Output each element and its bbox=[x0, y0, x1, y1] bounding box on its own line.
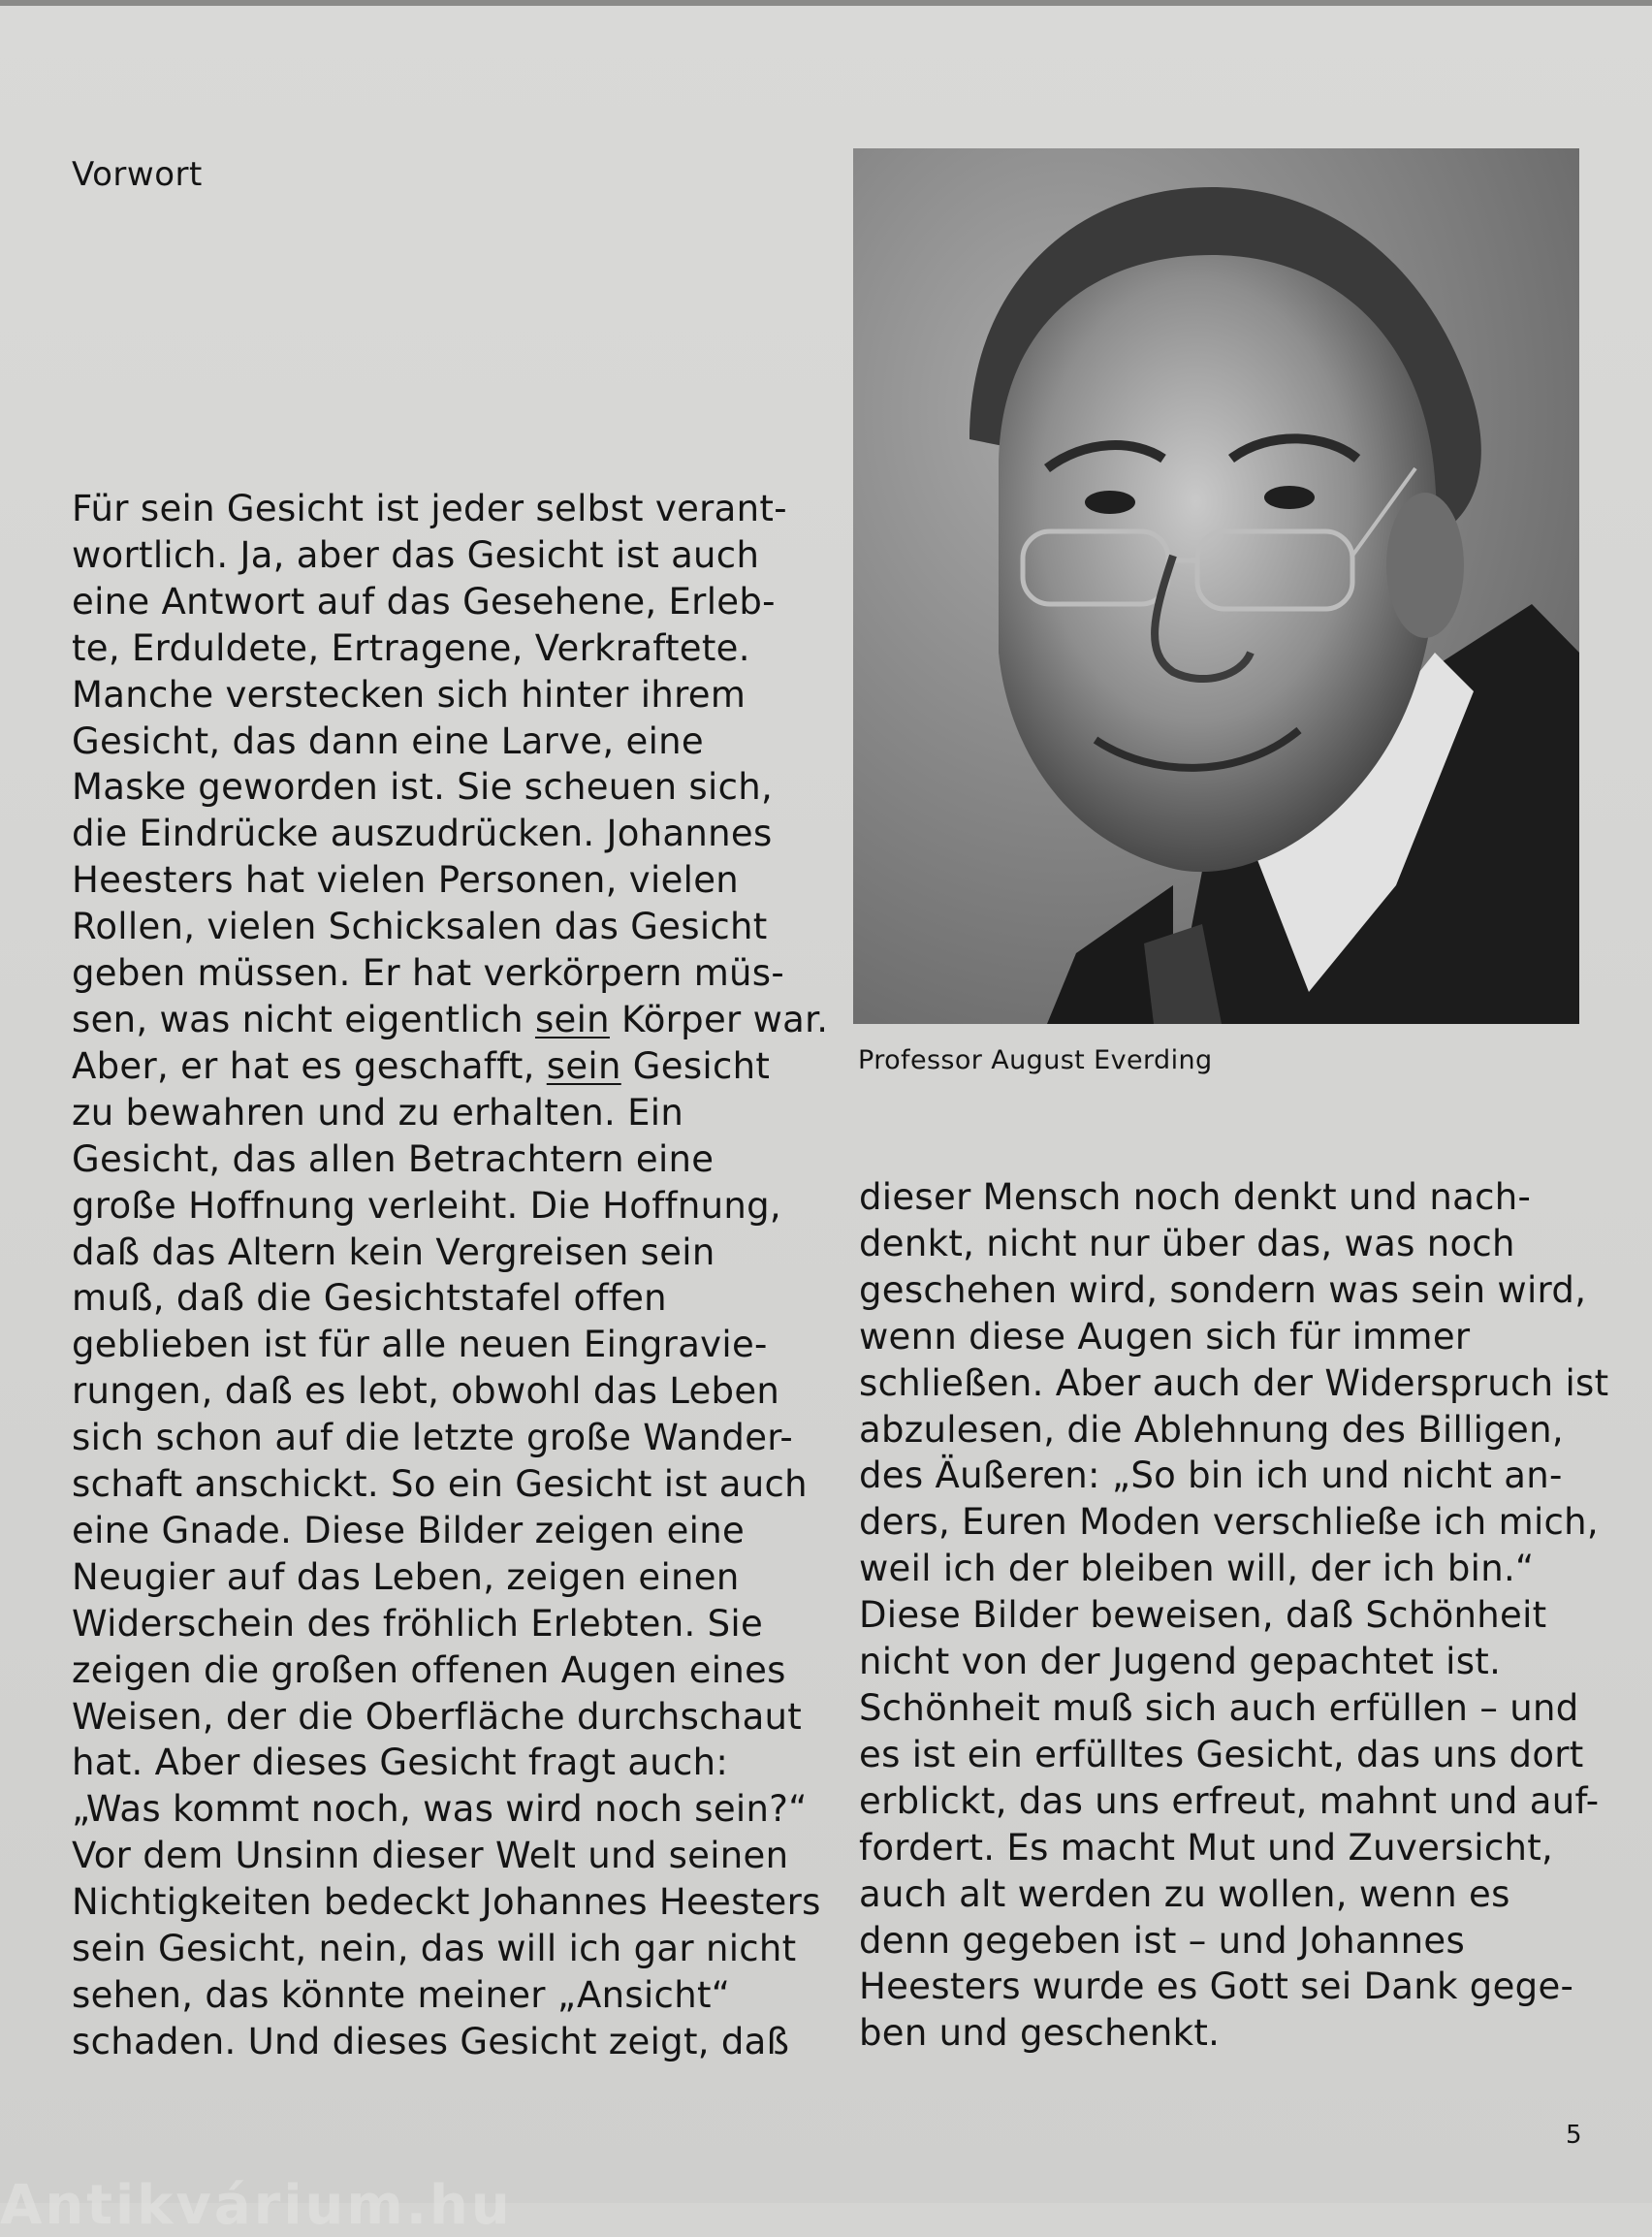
text-line: es ist ein erfülltes Gesicht, das uns dort bbox=[859, 1733, 1584, 1775]
text-segment: geblieben ist für alle neuen Eingravie- bbox=[72, 1324, 768, 1366]
text-line: dieser Mensch noch denkt und nach- bbox=[859, 1176, 1532, 1218]
text-line bbox=[72, 904, 809, 950]
text-segment: rungen, daß es lebt, obwohl das Leben bbox=[72, 1370, 780, 1413]
text-line bbox=[72, 719, 809, 765]
text-line bbox=[72, 1043, 809, 1090]
text-segment: Manche verstecken sich hinter ihrem bbox=[72, 673, 747, 716]
text-line bbox=[72, 1786, 809, 1833]
text-segment: hat. Aber dieses Gesicht fragt auch: bbox=[72, 1742, 729, 1784]
text-line: weil ich der bleiben will, der ich bin.“ bbox=[859, 1548, 1535, 1590]
text-line bbox=[72, 1554, 809, 1601]
text-segment: Rollen, vielen Schicksalen das Gesicht bbox=[72, 906, 768, 948]
text-line bbox=[72, 579, 809, 625]
text-segment: Gesicht bbox=[620, 1044, 771, 1087]
text-line: Diese Bilder beweisen, daß Schönheit bbox=[859, 1594, 1547, 1637]
text-line: schließen. Aber auch der Widerspruch ist bbox=[859, 1361, 1609, 1404]
text-line: des Äußeren: „So bin ich und nicht an- bbox=[859, 1454, 1563, 1497]
text-line: Heesters wurde es Gott sei Dank gege- bbox=[859, 1965, 1574, 2008]
text-segment: eine Antwort auf das Gesehene, Erleb- bbox=[72, 580, 776, 623]
text-segment: zu bewahren und zu erhalten. Ein bbox=[72, 1091, 684, 1134]
text-line bbox=[72, 1879, 821, 1926]
text-segment: Widerschein des fröhlich Erlebten. Sie bbox=[72, 1602, 764, 1645]
text-line bbox=[72, 1415, 809, 1461]
text-line bbox=[72, 764, 809, 811]
text-line bbox=[72, 1136, 809, 1183]
text-segment: Für sein Gesicht ist jeder selbst verant- bbox=[72, 488, 787, 529]
text-segment: sein Gesicht, nein, das will ich gar nicht bbox=[72, 1928, 797, 1970]
text-line bbox=[72, 1461, 809, 1508]
text-segment: schaden. Und dieses Gesicht zeigt, daß bbox=[72, 2020, 790, 2062]
text-segment: Nichtigkeiten bedeckt Johannes Heesters bbox=[72, 1881, 821, 1924]
watermark: Antikvárium.hu bbox=[0, 2174, 513, 2237]
page-top-edge bbox=[0, 0, 1652, 6]
text-line bbox=[72, 1740, 809, 1786]
text-line bbox=[72, 811, 809, 857]
text-line bbox=[72, 486, 809, 532]
text-line bbox=[72, 1368, 809, 1415]
page-heading: Vorwort bbox=[72, 155, 203, 194]
text-line: auch alt werden zu wollen, wenn es bbox=[859, 1872, 1510, 1915]
text-line bbox=[72, 1972, 809, 2019]
text-segment: Gesicht, das dann eine Larve, eine bbox=[72, 719, 704, 762]
underlined-word: sein bbox=[546, 1044, 621, 1087]
text-line bbox=[72, 625, 809, 672]
text-line bbox=[72, 1275, 809, 1322]
text-segment: te, Erduldete, Ertragene, Verkraftete. bbox=[72, 626, 750, 669]
text-segment: geben müssen. Er hat verkörpern müs- bbox=[72, 952, 785, 995]
text-line bbox=[72, 857, 809, 904]
text-line: denn gegeben ist – und Johannes bbox=[859, 1919, 1466, 1962]
text-segment: sich schon auf die letzte große Wander- bbox=[72, 1417, 794, 1459]
text-segment: Neugier auf das Leben, zeigen einen bbox=[72, 1555, 740, 1598]
page-number: 5 bbox=[1566, 2121, 1582, 2150]
text-segment: „Was kommt noch, was wird noch sein?“ bbox=[72, 1788, 808, 1831]
text-line bbox=[72, 950, 809, 997]
text-segment: Körper war. bbox=[609, 998, 829, 1040]
text-line: denkt, nicht nur über das, was noch bbox=[859, 1222, 1515, 1264]
text-line bbox=[72, 1090, 809, 1136]
text-line bbox=[72, 1694, 809, 1741]
text-line: nicht von der Jugend gepachtet ist. bbox=[859, 1641, 1502, 1683]
text-segment: wortlich. Ja, aber das Gesicht ist auch bbox=[72, 533, 760, 576]
text-line: ben und geschenkt. bbox=[859, 2012, 1221, 2055]
text-line bbox=[72, 672, 809, 719]
text-line bbox=[72, 2019, 809, 2065]
text-line bbox=[72, 1183, 809, 1230]
text-line: Schönheit muß sich auch erfüllen – und bbox=[859, 1686, 1579, 1729]
underlined-word: sein bbox=[534, 998, 610, 1040]
text-segment: sehen, das könnte meiner „Ansicht“ bbox=[72, 1974, 731, 2016]
text-line bbox=[72, 1926, 809, 1972]
text-line: ders, Euren Moden verschließe ich mich, bbox=[859, 1501, 1599, 1544]
text-line: wenn diese Augen sich für immer bbox=[859, 1315, 1471, 1358]
text-segment: Maske geworden ist. Sie scheuen sich, bbox=[72, 766, 774, 809]
text-segment: Gesicht, das allen Betrachtern eine bbox=[72, 1137, 715, 1180]
text-line bbox=[72, 1508, 809, 1554]
text-line bbox=[72, 1230, 809, 1276]
text-segment: eine Gnade. Diese Bilder zeigen eine bbox=[72, 1509, 746, 1551]
text-line bbox=[72, 1601, 809, 1647]
text-line: geschehen wird, sondern was sein wird, bbox=[859, 1268, 1587, 1311]
text-line bbox=[72, 1833, 809, 1879]
text-line: fordert. Es macht Mut und Zuversicht, bbox=[859, 1826, 1554, 1869]
photo-caption: Professor August Everding bbox=[858, 1045, 1213, 1075]
text-segment: Heesters hat vielen Personen, vielen bbox=[72, 859, 740, 902]
text-segment: Weisen, der die Oberfläche durchschaut bbox=[72, 1695, 803, 1738]
text-line bbox=[72, 1322, 809, 1368]
portrait-illustration bbox=[853, 148, 1579, 1024]
text-line bbox=[72, 1647, 809, 1694]
text-segment: Vor dem Unsinn dieser Welt und seinen bbox=[72, 1835, 789, 1877]
text-segment: muß, daß die Gesichtstafel offen bbox=[72, 1277, 667, 1320]
left-text-column bbox=[72, 486, 829, 2065]
text-segment: zeigen die großen offenen Augen eines bbox=[72, 1648, 786, 1691]
text-line bbox=[72, 997, 829, 1043]
right-text-column bbox=[859, 1174, 1609, 2057]
text-segment: Aber, er hat es geschafft, bbox=[72, 1044, 547, 1087]
text-segment: schaft anschickt. So ein Gesicht ist auch bbox=[72, 1463, 808, 1506]
text-line: erblickt, das uns erfreut, mahnt und auf- bbox=[859, 1779, 1600, 1822]
text-segment: die Eindrücke auszudrücken. Johannes bbox=[72, 813, 773, 855]
text-segment: große Hoffnung verleiht. Die Hoffnung, bbox=[72, 1184, 781, 1227]
text-segment: daß das Altern kein Vergreisen sein bbox=[72, 1230, 715, 1273]
text-line: abzulesen, die Ablehnung des Billigen, bbox=[859, 1408, 1564, 1451]
text-segment: sen, was nicht eigentlich bbox=[72, 998, 535, 1040]
portrait-photo bbox=[853, 148, 1579, 1024]
text-line bbox=[72, 532, 809, 579]
